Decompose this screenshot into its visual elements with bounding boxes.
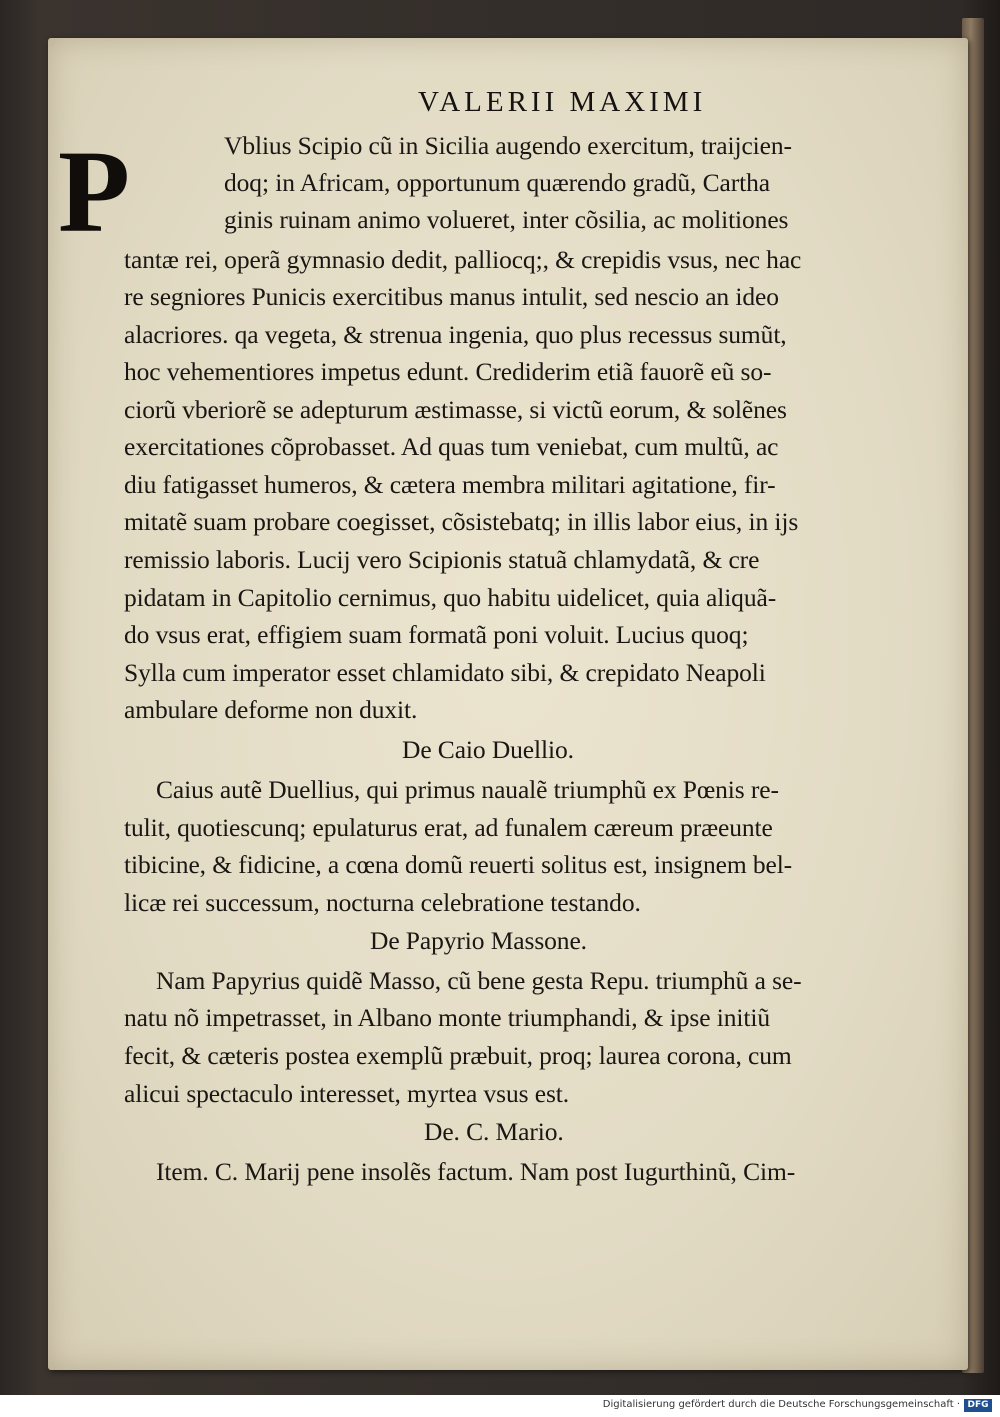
text-line: pidatam in Capitolio cernimus, quo habitu uidelicet, quia aliquã- [124, 583, 777, 612]
text-line: Item. C. Marij pene insolẽs factum. Nam post Iugurthinũ, Cim- [156, 1157, 796, 1186]
text-line: remissio laboris. Lucij vero Scipionis statuã chlamydatã, & cre [124, 545, 760, 574]
text-line: ambulare deforme non duxit. [124, 695, 418, 724]
section-heading: De Papyrio Massone. [370, 926, 587, 955]
text-line: diu fatigasset humeros, & cætera membra militari agitatione, fir- [124, 470, 776, 499]
digitization-footer [0, 1395, 1000, 1417]
text-line: exercitationes cõprobasset. Ad quas tum veniebat, cum multũ, ac [124, 432, 779, 461]
book-page [48, 38, 968, 1370]
section-heading: De Caio Duellio. [402, 735, 574, 764]
text-line: re segniores Punicis exercitibus manus intulit, sed nescio an ideo [124, 282, 779, 311]
text-line: licæ rei successum, nocturna celebratione testando. [124, 888, 641, 917]
running-header: VALERII MAXIMI [418, 86, 707, 118]
text-line: tibicine, & fidicine, a cœna domũ reuerti solitus est, insignem bel- [124, 850, 793, 879]
text-line: ciorũ vberiorẽ se adepturum æstimasse, si victũ eorum, & solẽnes [124, 395, 787, 424]
text-line: hoc vehementiores impetus edunt. Crediderim etiã fauorẽ eũ so- [124, 357, 772, 386]
text-line: doq; in Africam, opportunum quærendo gradũ, Cartha [224, 168, 770, 197]
drop-capital: P [58, 126, 131, 257]
text-line: mitatẽ suam probare coegisset, cõsistebatq; in illis labor eius, in ijs [124, 507, 799, 536]
text-line: Sylla cum imperator esset chlamidato sibi, & crepidato Neapoli [124, 658, 766, 687]
text-line: fecit, & cæteris postea exemplũ præbuit, proq; laurea corona, cum [124, 1041, 792, 1070]
section-heading: De. C. Mario. [424, 1117, 564, 1146]
text-line: alicui spectaculo interesset, myrtea vsus est. [124, 1079, 570, 1108]
footer-credit: Digitalisierung gefördert durch die Deutsche Forschungsgemeinschaft · [602, 1399, 960, 1410]
text-line: Vblius Scipio cũ in Sicilia augendo exercitum, traijcien- [224, 131, 792, 160]
text-line: Caius autẽ Duellius, qui primus naualẽ triumphũ ex Pœnis re- [156, 775, 779, 804]
text-line: natu nõ impetrasset, in Albano monte triumphandi, & ipse initiũ [124, 1003, 770, 1032]
text-line: tulit, quotiescunq; epulaturus erat, ad funalem cæreum præeunte [124, 813, 773, 842]
text-line: do vsus erat, effigiem suam formatã poni voluit. Lucius quoq; [124, 620, 749, 649]
text-line: tantæ rei, operã gymnasio dedit, palliocq;, & crepidis vsus, nec hac [124, 245, 802, 274]
dfg-logo-icon: DFG [964, 1399, 992, 1412]
text-line: Nam Papyrius quidẽ Masso, cũ bene gesta Repu. triumphũ a se- [156, 966, 802, 995]
text-line: ginis ruinam animo volueret, inter cõsilia, ac molitiones [224, 205, 789, 234]
text-line: alacriores. qa vegeta, & strenua ingenia, quo plus recessus sumũt, [124, 320, 787, 349]
